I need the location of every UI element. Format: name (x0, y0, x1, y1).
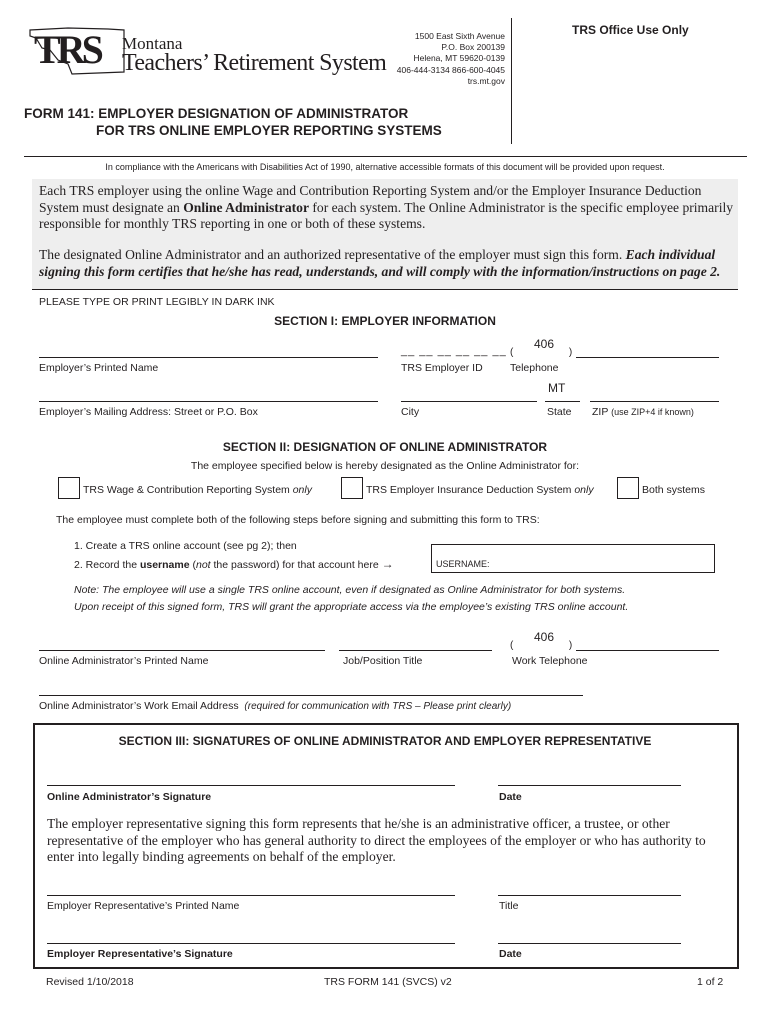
username-label: USERNAME: (436, 559, 490, 569)
job-title-line[interactable] (339, 650, 492, 651)
footer-revised: Revised 1/10/2018 (46, 976, 134, 988)
agency-address (380, 31, 505, 87)
print-instructions: PLEASE TYPE OR PRINT LEGIBLY IN DARK INK (39, 296, 275, 308)
rep-name-label: Employer Representative’s Printed Name (47, 900, 240, 912)
wage-system-only: only (292, 484, 312, 496)
steps-intro: The employee must complete both of the following steps before signing and submitting this form to TRS: (56, 514, 540, 526)
email-label (39, 700, 511, 712)
rep-signature-line[interactable] (47, 943, 455, 944)
state-label: State (547, 406, 572, 418)
section-2-title: SECTION II: DESIGNATION OF ONLINE ADMINISTRATOR (222, 440, 548, 454)
zip-note: (use ZIP+4 if known) (611, 407, 694, 417)
footer-form-id: TRS FORM 141 (SVCS) v2 (324, 976, 452, 988)
employer-id-label: TRS Employer ID (401, 362, 483, 374)
insurance-system-text: TRS Employer Insurance Deduction System (366, 484, 575, 496)
section-1-title: SECTION I: EMPLOYER INFORMATION (274, 314, 496, 328)
zip-line[interactable] (590, 401, 719, 402)
intro-paragraph-2 (39, 247, 739, 280)
address-line: 1500 East Sixth Avenue (414, 31, 505, 41)
admin-name-label: Online Administrator’s Printed Name (39, 655, 209, 667)
step-2-username: username (139, 559, 190, 571)
admin-signature-label: Online Administrator’s Signature (47, 791, 212, 803)
note-line-2: Upon receipt of this signed form, TRS will grant the appropriate access via the employee’s existing TRS online account. (74, 601, 629, 613)
note-line-1: Note: The employee will use a single TRS online account, even if designated as Online Administrator for both systems. (74, 584, 626, 596)
intro-paragraph-1 (39, 183, 739, 233)
trs-logo-letters: TRS (34, 27, 100, 72)
employer-name-line[interactable] (39, 357, 378, 358)
wage-system-checkbox[interactable] (58, 477, 80, 499)
work-telephone-line[interactable] (576, 650, 719, 651)
city-line[interactable] (401, 401, 537, 402)
step-1: 1. Create a TRS online account (see pg 2); then (74, 540, 297, 552)
job-title-label: Job/Position Title (343, 655, 423, 667)
zip-label-text: ZIP (592, 406, 609, 418)
admin-signature-line[interactable] (47, 785, 455, 786)
rep-signature-label: Employer Representative’s Signature (47, 948, 233, 960)
agency-name: Teachers’ Retirement System (122, 50, 387, 76)
section-3-title: SECTION III: SIGNATURES OF ONLINE ADMINISTRATOR AND EMPLOYER REPRESENTATIVE (118, 734, 652, 748)
admin-date-line[interactable] (498, 785, 681, 786)
telephone-line[interactable] (576, 357, 719, 358)
telephone-paren: ( ) (510, 347, 573, 358)
insurance-system-label (366, 484, 594, 496)
wage-system-label (83, 484, 312, 496)
section-2-subtitle: The employee specified below is hereby designated as the Online Administrator for: (190, 460, 580, 472)
ada-notice: In compliance with the Americans with Disabilities Act of 1990, alternative accessible formats of this document will be provided upon request. (105, 162, 665, 172)
intro-p2-bold: Each individual signing this form certifies that he/she has read, understands, and will comply with the information/instructions on page 2. (39, 247, 721, 279)
address-line: Helena, MT 59620-0139 (413, 53, 505, 64)
address-line: 406-444-3134 866-600-4045 (396, 64, 505, 75)
footer-page-number: 1 of 2 (697, 976, 724, 988)
wage-system-text: TRS Wage & Contribution Reporting System (83, 484, 293, 496)
insurance-system-only: only (574, 484, 594, 496)
step-2-text: ( (189, 559, 196, 571)
work-telephone-paren: ( ) (510, 640, 573, 651)
office-use-divider (511, 18, 512, 144)
form-title-line-2: FOR TRS ONLINE EMPLOYER REPORTING SYSTEMS (96, 123, 442, 138)
rep-name-line[interactable] (47, 895, 455, 896)
telephone-label: Telephone (510, 362, 559, 374)
right-arrow-icon: → (381, 557, 394, 571)
state-value: MT (548, 381, 566, 395)
insurance-system-checkbox[interactable] (341, 477, 363, 499)
rep-date-label: Date (499, 948, 522, 960)
rep-date-line[interactable] (498, 943, 681, 944)
admin-date-label: Date (499, 791, 522, 803)
email-label-text: Online Administrator’s Work Email Address (39, 700, 239, 712)
mailing-address-line[interactable] (39, 401, 378, 402)
state-line[interactable] (545, 401, 580, 402)
intro-p1-text: for each system. The Online Administrator is the specific employee primarily responsible for monthly TRS reporting in one or both of these systems. (39, 199, 734, 231)
address-line: trs.mt.gov (467, 75, 505, 86)
office-use-label: TRS Office Use Only (572, 23, 689, 37)
intro-p1-text: Each TRS employer using the online Wage and Contribution Reporting System and/or the Employer Insurance Deduction System must designate an (39, 183, 702, 215)
form-title-line-1: FORM 141: EMPLOYER DESIGNATION OF ADMINISTRATOR (24, 106, 409, 121)
email-note: (required for communication with TRS – Please print clearly) (244, 701, 512, 712)
intro-p1-bold: Online Administrator (183, 199, 309, 215)
telephone-area-code: 406 (534, 337, 555, 351)
employer-id-blanks[interactable]: __ __ __ __ __ __ (401, 345, 507, 357)
step-2 (74, 557, 394, 571)
intro-p2-text: The designated Online Administrator and an authorized representative of the employer must sign this form. (39, 247, 626, 262)
agency-state: Montana (122, 34, 183, 53)
work-telephone-label: Work Telephone (512, 655, 588, 667)
mailing-address-label: Employer’s Mailing Address: Street or P.O. Box (39, 406, 258, 418)
representative-statement: The employer representative signing this form represents that he/she is an administrative officer, a trustee, or other representative of the employer who has general authority to direct the employees of the employer or who has authority to enter into legally binding agreements on behalf of the employer. (47, 816, 706, 864)
city-label: City (401, 406, 420, 418)
both-systems-label: Both systems (642, 484, 706, 496)
username-box[interactable] (431, 544, 715, 573)
employer-name-label: Employer’s Printed Name (39, 362, 159, 374)
address-line: P.O. Box 200139 (441, 42, 505, 53)
rep-title-line[interactable] (498, 895, 681, 896)
email-line[interactable] (39, 695, 583, 696)
zip-label (592, 406, 694, 418)
rep-title-label: Title (499, 900, 519, 912)
admin-name-line[interactable] (39, 650, 325, 651)
step-2-text: the password) for that account here (210, 559, 382, 571)
header-rule (24, 156, 747, 157)
work-telephone-area-code: 406 (534, 630, 555, 644)
step-2-not: not (195, 559, 211, 571)
step-2-text: 2. Record the (74, 559, 140, 571)
both-systems-checkbox[interactable] (617, 477, 639, 499)
